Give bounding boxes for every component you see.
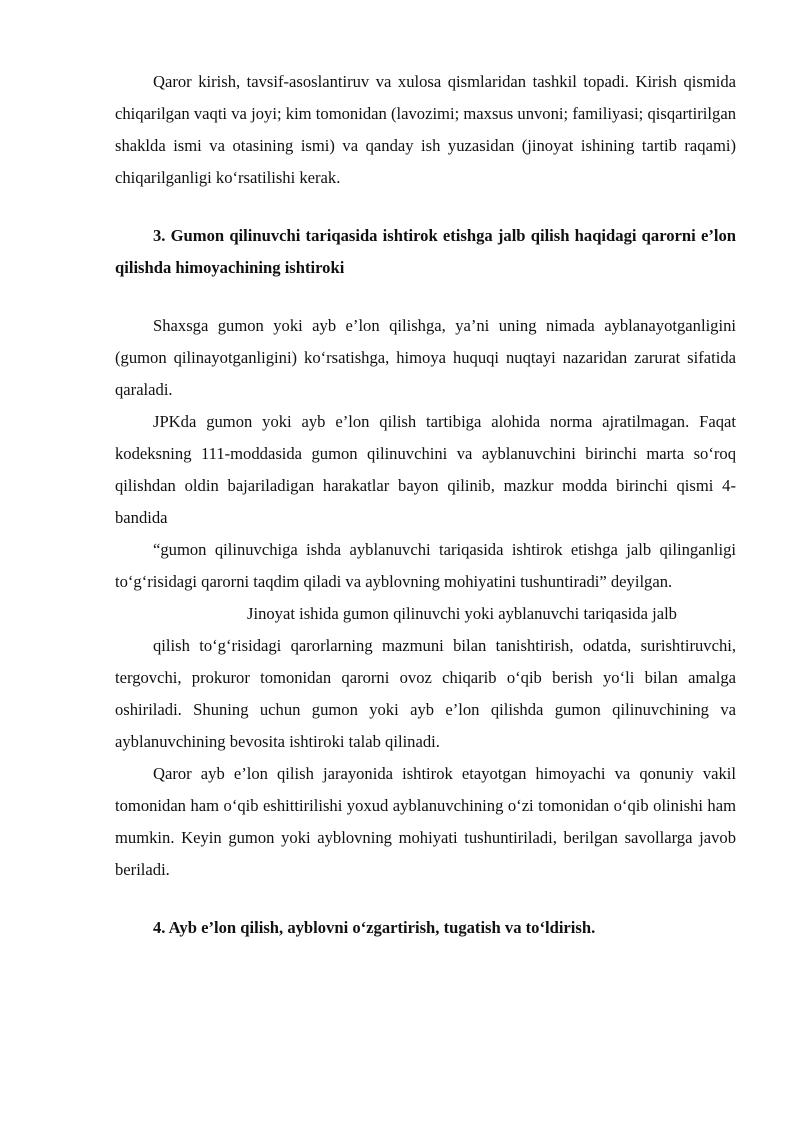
paragraph-tanishtirish-rest: qilish to‘g‘risidagi qarorlarning mazmuni bilan tanishtirish, odatda, surishtiruvchi, tergovchi, prokuror tomonidan qarorni ovoz chiqarib o‘qib berish yo‘li bilan amalga oshiriladi. Shuning uchun gumon yoki ayb e’lon qilishda gumon qilinuvchining va ayblanuvchining bevosita ishtiroki talab qilinadi. (115, 636, 736, 751)
paragraph-qaror-oqib-eshittirish: Qaror ayb e’lon qilish jarayonida ishtirok etayotgan himoyachi va qonuniy vakil tomonidan ham o‘qib eshittirilishi yoxud ayblanuvchining o‘zi tomonidan o‘qib olinishi ham mumkin. Keyin gumon yoki ayblovning mohiyati tushuntiriladi, berilgan savollarga javob beriladi. (115, 764, 736, 879)
spacer (115, 886, 736, 912)
spacer (115, 284, 736, 310)
paragraph-jpk-norma: JPKda gumon yoki ayb e’lon qilish tartibiga alohida norma ajratilmagan. Faqat kodeksning 111-moddasida gumon qilinuvchini va ayblanuvchini birinchi marta so‘roq qilishdan oldin bajariladigan harakatlar bayon qilinib, mazkur modda birinchi qismi 4-bandida (115, 412, 736, 527)
paragraph-qaror-structure: Qaror kirish, tavsif-asoslantiruv va xulosa qismlaridan tashkil topadi. Kirish qismida chiqarilgan vaqti va joyi; kim tomonidan (lavozimi; maxsus unvoni; familiyasi; qisqartirilgan shaklda ismi va otasining ismi) va qanday ish yuzasidan (jinoyat ishining tartib raqami) chiqarilganligi ko‘rsatilishi kerak. (115, 72, 736, 187)
section-heading-4: 4. Ayb e’lon qilish, ayblovni o‘zgartirish, tugatish va to‘ldirish. (153, 918, 596, 937)
paragraph-quote-111-modda: “gumon qilinuvchiga ishda ayblanuvchi tariqasida ishtirok etishga jalb qilinganligi to‘g‘risidagi qarorni taqdim qiladi va ayblovning mohiyatini tushuntiradi” deyilgan. (115, 540, 736, 591)
spacer (115, 194, 736, 220)
paragraph-tanishtirish-line1: Jinoyat ishida gumon qilinuvchi yoki ayblanuvchi tariqasida jalb (247, 604, 677, 623)
paragraph-gumon-elon: Shaxsga gumon yoki ayb e’lon qilishga, ya’ni uning nimada ayblanayotganligini (gumon qilinayotganligini) ko‘rsatishga, himoya huquqi nuqtayi nazaridan zarurat sifatida qaraladi. (115, 316, 736, 399)
document-body (115, 66, 736, 944)
section-heading-3: 3. Gumon qilinuvchi tariqasida ishtirok etishga jalb qilish haqidagi qarorni e’lon qilishda himoyachining ishtiroki (115, 226, 736, 277)
